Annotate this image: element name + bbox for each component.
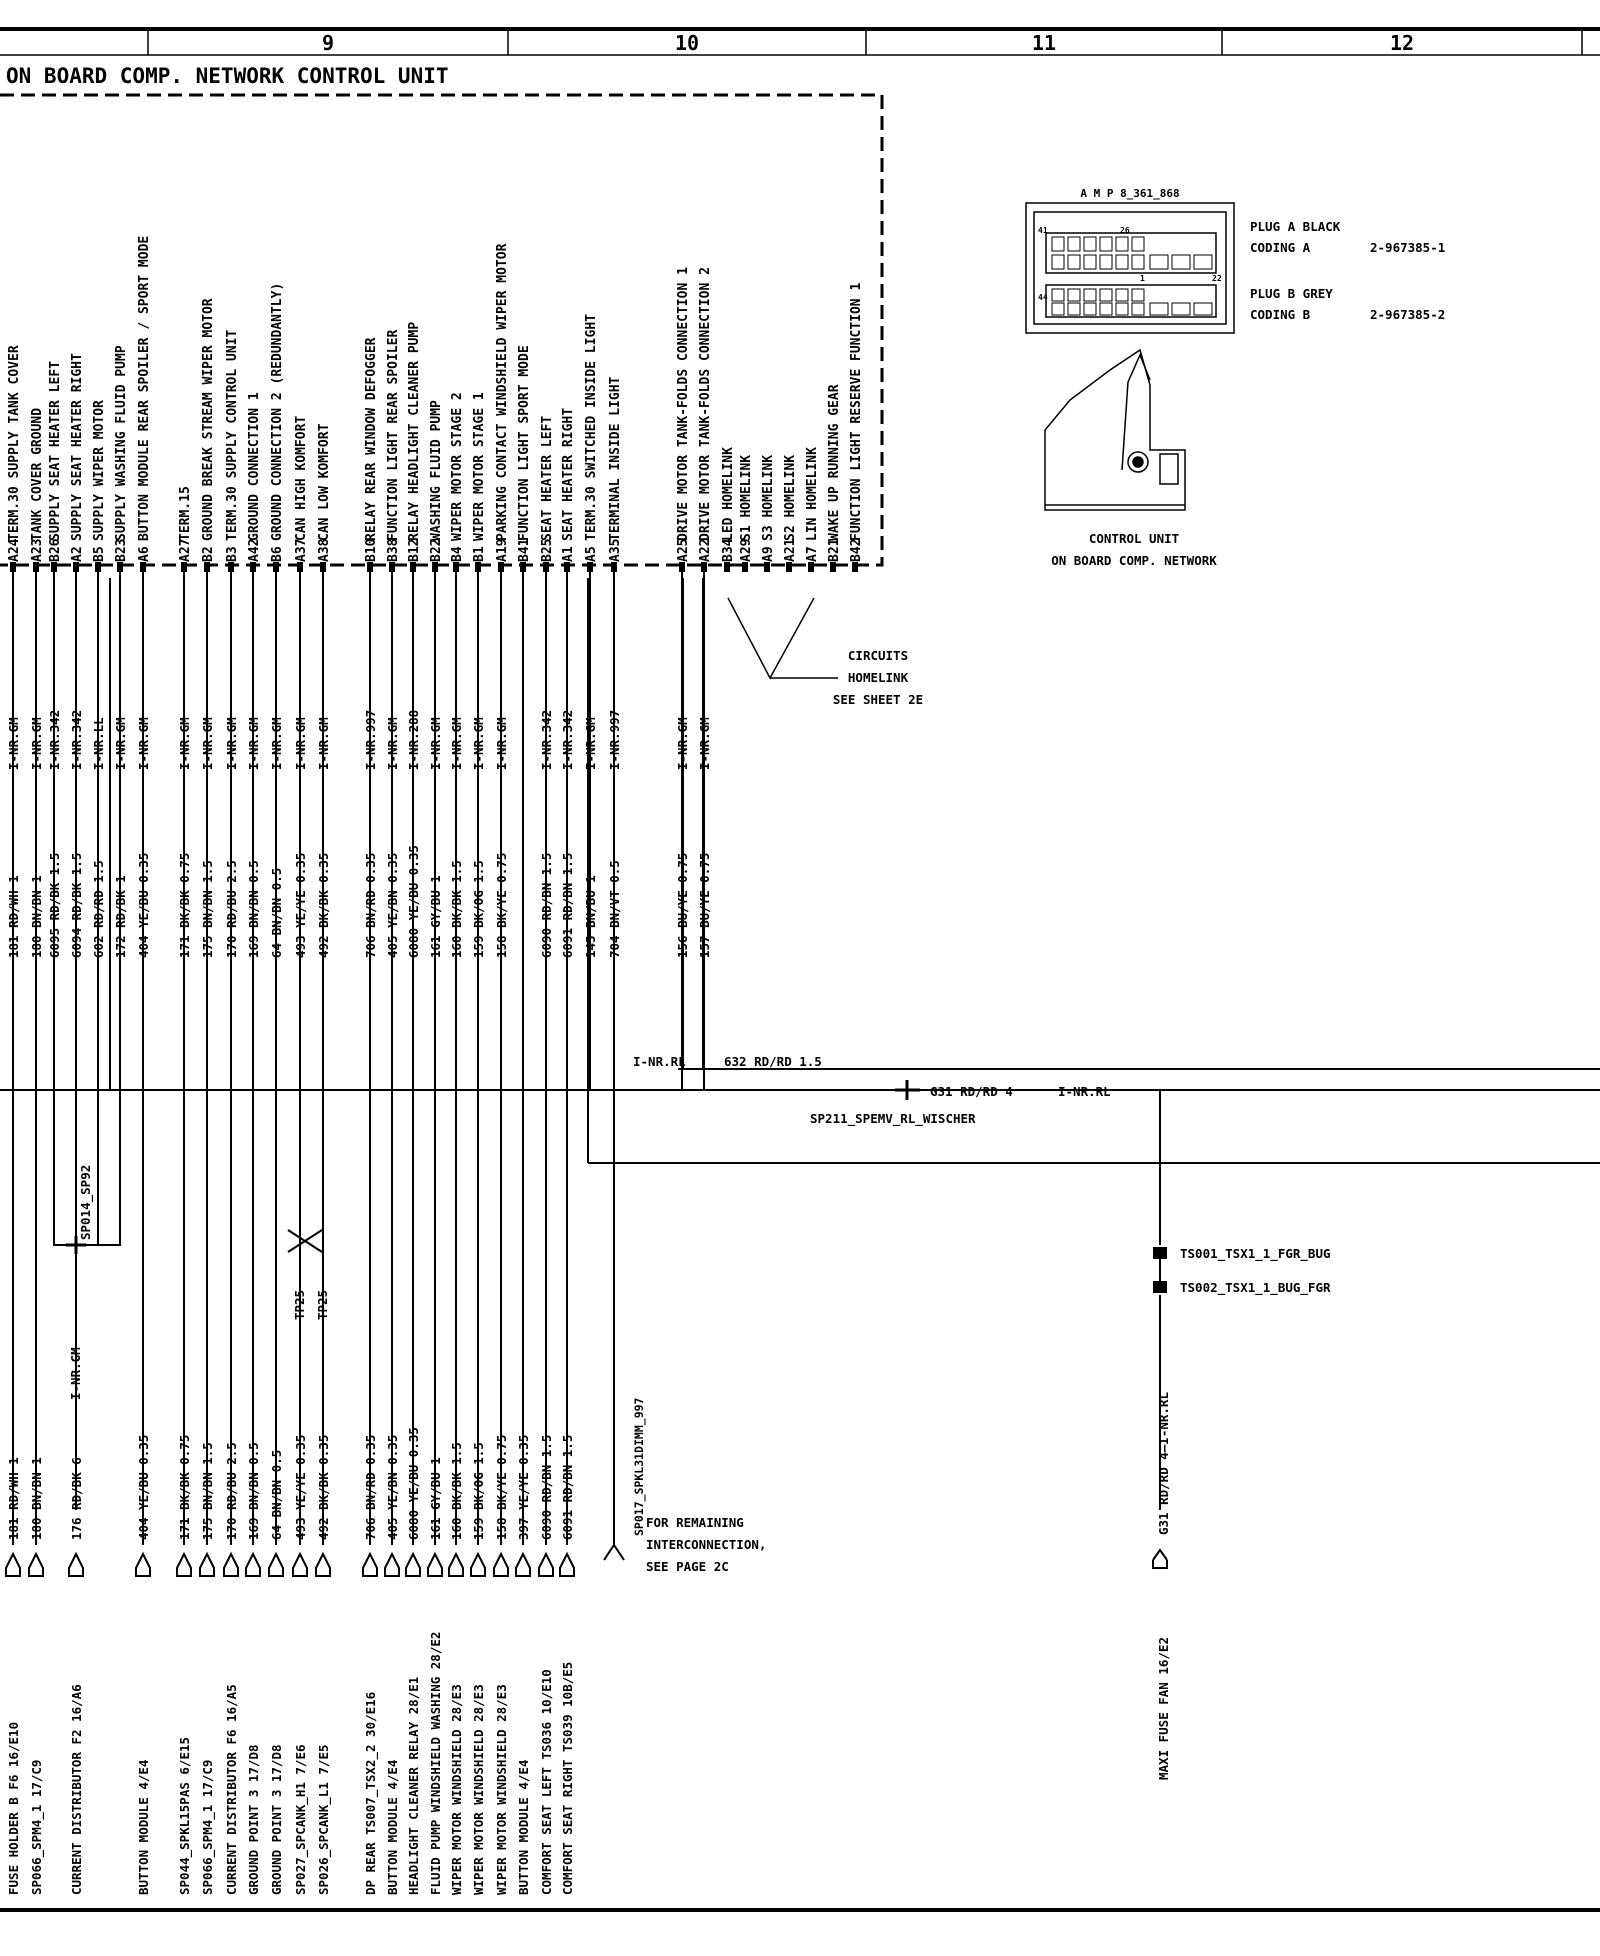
wire-code-label: 157 BU/YE 0.75 xyxy=(697,852,712,958)
wire-mid-label: I-NR.GM xyxy=(449,717,464,770)
column-number: 12 xyxy=(1389,31,1415,55)
wire-code-label: 158 BK/YE 0.75 xyxy=(494,852,509,958)
destination-label: HEADLIGHT CLEANER RELAY 28/E1 xyxy=(406,1676,421,1895)
connector-icon xyxy=(136,1554,150,1576)
annotations xyxy=(68,648,1331,1780)
connector-icon xyxy=(449,1554,463,1576)
wire-code-label: 181 RD/WH 1 xyxy=(6,875,21,958)
wire-code-label: 171 BK/BK 0.75 xyxy=(177,1434,192,1540)
pin-function-label: LED HOMELINK xyxy=(721,447,736,541)
wire-code-label: 169 BN/BN 0.5 xyxy=(246,1442,261,1540)
wire-code-label: 492 BK/BK 0.35 xyxy=(316,852,331,958)
wire-mid-label: I-NR.342 xyxy=(560,709,575,770)
plug-pin-mark: 1 xyxy=(1140,274,1145,283)
wire-mid-label: I-NR.342 xyxy=(69,709,84,770)
wire-mid-label: I-NR.GM xyxy=(177,717,192,770)
pin-id-label: B22 xyxy=(429,538,444,562)
wire-top-labels xyxy=(6,845,712,958)
bus-wire-label: I-NR.RL xyxy=(1058,1084,1111,1099)
wire-code-label: 397 YE/YE 0.35 xyxy=(516,1434,531,1540)
wire-code-label: 160 BK/BK 1.5 xyxy=(449,1442,464,1540)
destination-label: SP066_SPM4_1 17/C9 xyxy=(29,1759,44,1895)
pin-id-label: B6 xyxy=(270,546,285,562)
wire-mid-label: I-NR.GM xyxy=(316,717,331,770)
pin-function-label: TANK COVER GROUND xyxy=(30,407,45,541)
pin-function-label: TERM.30 SWITCHED INSIDE LIGHT xyxy=(584,314,599,541)
pin-function-label: RELAY REAR WINDOW DEFOGGER xyxy=(364,337,379,541)
wire-mid-label: I-NR.GM xyxy=(428,717,443,770)
pin-id-label: B41 xyxy=(517,538,532,562)
plug-caption-1: CONTROL UNIT xyxy=(1088,531,1180,546)
destination-label: FLUID PUMP WINDSHIELD WASHING 28/E2 xyxy=(428,1631,443,1895)
pin-function-label: LIN HOMELINK xyxy=(805,447,820,541)
wire-bottom-labels xyxy=(6,1427,575,1540)
pin-function-label: RELAY HEADLIGHT CLEANER PUMP xyxy=(407,321,422,541)
wire-code-label: 6091 RD/BN 1.5 xyxy=(560,1434,575,1540)
pin-id-label: B10 xyxy=(364,538,379,562)
pin-function-label: SEAT HEATER LEFT xyxy=(540,415,555,541)
plug-pin-mark: 22 xyxy=(1212,274,1222,283)
pin-function-label: WAKE UP RUNNING GEAR xyxy=(827,384,842,541)
bus-wire-label: G31 RD/RD 4 xyxy=(930,1084,1013,1099)
wire-mid-label: I-NR.GM xyxy=(269,717,284,770)
wire-code-label: 159 BK/OG 1.5 xyxy=(471,860,486,958)
wire-code-label: 161 GY/BU 1 xyxy=(428,1457,443,1540)
pin-id-label: B3 xyxy=(225,546,240,562)
remaining-note: SEE PAGE 2C xyxy=(646,1559,729,1574)
pin-function-label: S1 HOMELINK xyxy=(739,454,754,541)
pin-id-label: B12 xyxy=(407,538,422,562)
pin-function-label: GROUND CONNECTION 2 (REDUNDANTLY) xyxy=(270,282,285,541)
destination-label: FUSE HOLDER B F6 16/E10 xyxy=(6,1721,21,1895)
wire-code-label: 6094 RD/BK 1.5 xyxy=(69,852,84,958)
connector-icon xyxy=(293,1554,307,1576)
pin-id-label: A1 xyxy=(561,546,576,562)
pin-id-label: A19 xyxy=(495,538,510,562)
pin-id-label: B23 xyxy=(114,538,129,562)
pin-function-label: CAN HIGH KOMFORT xyxy=(294,415,309,541)
connector-icon xyxy=(269,1554,283,1576)
wire-code-label: 704 BN/VT 0.5 xyxy=(607,860,622,958)
wire-code-label: 172 RD/BK 1 xyxy=(113,875,128,958)
wire-mid-label: I-NR.997 xyxy=(363,709,378,770)
pin-id-label: A5 xyxy=(584,546,599,562)
wire-code-label: 6095 RD/BK 1.5 xyxy=(47,852,62,958)
sp017-branch-symbol xyxy=(604,1545,624,1560)
wire-code-label: 181 RD/WH 1 xyxy=(6,1457,21,1540)
wire-code-label: 170 RD/BU 2.5 xyxy=(224,860,239,958)
pin-id-label: B21 xyxy=(827,538,842,562)
connector-icon xyxy=(516,1554,530,1576)
wire-code-label: 493 YE/YE 0.35 xyxy=(293,1434,308,1540)
pin-function-label: GROUND CONNECTION 1 xyxy=(247,392,262,541)
twisted-pair-marker xyxy=(288,1230,322,1252)
pin-id-label: A9 xyxy=(761,546,776,562)
column-number: 9 xyxy=(321,31,335,55)
column-numbers xyxy=(322,31,1414,55)
wire-code-label: 493 YE/YE 0.35 xyxy=(293,852,308,958)
pin-id-label: B2 xyxy=(201,546,216,562)
circuits-label: CIRCUITS xyxy=(847,648,909,663)
destination-label: GROUND POINT 3 17/D8 xyxy=(269,1744,284,1895)
wire-code-label: 405 YE/BN 0.35 xyxy=(385,1434,400,1540)
column-number: 10 xyxy=(674,31,700,55)
pin-id-label: A6 xyxy=(137,546,152,562)
pin-id-label: A29 xyxy=(739,538,754,562)
wire-code-label: 6090 RD/BN 1.5 xyxy=(539,852,554,958)
wire-lines xyxy=(13,568,704,1545)
wire-code-label: 706 BN/RD 0.35 xyxy=(363,1434,378,1540)
circuits-label: HOMELINK xyxy=(847,670,909,685)
plug-part-number: A M P 8_361_868 xyxy=(1080,187,1180,200)
connector-icon xyxy=(200,1554,214,1576)
pin-function-label: SUPPLY WIPER MOTOR xyxy=(92,400,107,541)
pin-labels xyxy=(7,538,864,562)
pin-id-label: A37 xyxy=(294,538,309,562)
destination-label: SP066_SPM4_1 17/C9 xyxy=(200,1759,215,1895)
connector-icon xyxy=(385,1554,399,1576)
wire-code-label: 492 BK/BK 0.35 xyxy=(316,1434,331,1540)
pin-function-label: BUTTON MODULE REAR SPOILER / SPORT MODE xyxy=(137,235,152,541)
remaining-note: FOR REMAINING xyxy=(646,1515,744,1530)
wire-mid-label: I-NR.GM xyxy=(675,717,690,770)
pin-id-label: B25 xyxy=(540,538,555,562)
pin-function-label: FUNCTION LIGHT RESERVE FUNCTION 1 xyxy=(849,282,864,541)
pin-function-label: WIPER MOTOR STAGE 2 xyxy=(450,392,465,541)
remaining-note: INTERCONNECTION, xyxy=(646,1537,767,1552)
pin-function-label: WIPER MOTOR STAGE 1 xyxy=(472,392,487,541)
wire-code-label: 171 BK/BK 0.75 xyxy=(177,852,192,958)
connector-icon xyxy=(428,1554,442,1576)
coding-b-value: 2-967385-2 xyxy=(1370,307,1446,322)
pin-id-label: B5 xyxy=(92,546,107,562)
wire-code-label: 706 BN/RD 0.35 xyxy=(363,852,378,958)
pin-id-label: A42 xyxy=(247,538,262,562)
pin-function-label: TERM.30 SUPPLY TANK COVER xyxy=(7,345,22,541)
pin-id-label: A25 xyxy=(676,538,691,562)
splice-label: SP014_SP92 xyxy=(78,1164,93,1240)
pin-function-label: S2 HOMELINK xyxy=(783,454,798,541)
plug-diagram xyxy=(1026,203,1234,510)
coding-b-label: CODING B xyxy=(1250,307,1311,322)
wire-mid-label: I-NR.GM xyxy=(29,717,44,770)
wire-code-label: 404 YE/BU 0.35 xyxy=(136,1434,151,1540)
wire-code-label: 64 BN/BN 0.5 xyxy=(269,1449,284,1540)
wire-mid-label: I-NR.GM xyxy=(385,717,400,770)
destination-label: BUTTON MODULE 4/E4 xyxy=(385,1759,400,1895)
destination-label: BUTTON MODULE 4/E4 xyxy=(516,1759,531,1895)
wire-code-label: 6090 RD/BN 1.5 xyxy=(539,1434,554,1540)
pin-id-label: A38 xyxy=(317,538,332,562)
homelink-arrow xyxy=(728,598,838,678)
wire-mid-label: I-NR.GM xyxy=(68,1347,83,1400)
wire-mid-label: I-NR.GM xyxy=(583,717,598,770)
wire-code-label: 169 BN/BN 0.5 xyxy=(246,860,261,958)
circuits-label: SEE SHEET 2E xyxy=(832,692,924,707)
pin-dot xyxy=(830,562,836,572)
connector-icon xyxy=(560,1554,574,1576)
bus-wire-label: 632 RD/RD 1.5 xyxy=(724,1054,822,1069)
destination-label: CURRENT DISTRIBUTOR F6 16/A5 xyxy=(224,1684,239,1895)
wire-code-label: 404 YE/BU 0.35 xyxy=(136,852,151,958)
pin-function-label: CAN LOW KOMFORT xyxy=(317,423,332,541)
wire-mid-label: I-NR.LL xyxy=(91,717,106,770)
wire-code-label: 170 RD/BU 2.5 xyxy=(224,1442,239,1540)
pin-function-label: DRIVE MOTOR TANK-FOLDS CONNECTION 2 xyxy=(698,267,713,541)
destination-labels xyxy=(6,1632,575,1895)
wire-code-label: 175 BN/BN 1.5 xyxy=(200,1442,215,1540)
destination-label: SP044_SPKL15PAS 6/E15 xyxy=(177,1736,192,1895)
pin-id-label: B42 xyxy=(849,538,864,562)
pin-function-label: WASHING FLUID PUMP xyxy=(429,400,444,541)
plug-pin-mark: 26 xyxy=(1120,226,1130,235)
wire-mid-label: I-NR.GM xyxy=(293,717,308,770)
sheet-frame xyxy=(0,29,1600,1910)
pin-function-label: SEAT HEATER RIGHT xyxy=(561,407,576,541)
plug-pin-mark: 41 xyxy=(1038,226,1048,235)
destination-label: BUTTON MODULE 4/E4 xyxy=(136,1759,151,1895)
pin-id-label: A23 xyxy=(30,538,45,562)
g31-vertical-label: G31 RD/RD 4—I-NR.RL xyxy=(1156,1392,1171,1535)
pin-function-label: TERM.15 xyxy=(178,486,193,541)
plug-caption-2: ON BOARD COMP. NETWORK xyxy=(1051,553,1217,568)
pin-function-label: DRIVE MOTOR TANK-FOLDS CONNECTION 1 xyxy=(676,267,691,541)
column-number: 11 xyxy=(1031,31,1057,55)
connector-icon xyxy=(246,1554,260,1576)
pin-id-label: A2 xyxy=(70,546,85,562)
unit-title: ON BOARD COMP. NETWORK CONTROL UNIT xyxy=(6,64,449,88)
pin-dot xyxy=(764,562,770,572)
destination-label: GROUND POINT 3 17/D8 xyxy=(246,1744,261,1895)
pin-function-label: FUNCTION LIGHT SPORT MODE xyxy=(517,345,532,541)
pin-id-label: A22 xyxy=(698,538,713,562)
pin-function-label: SUPPLY WASHING FLUID PUMP xyxy=(114,345,129,541)
plug-pin-mark: 44 xyxy=(1038,293,1048,302)
destination-label: DP REAR TS007_TSX2_2 30/E16 xyxy=(363,1691,378,1895)
pin-dot xyxy=(742,562,748,572)
destination-label: COMFORT SEAT RIGHT TS039 10B/E5 xyxy=(560,1661,575,1895)
connector-icon xyxy=(363,1554,377,1576)
wire-code-label: 6080 YE/BU 0.35 xyxy=(406,1427,421,1540)
wire-mid-label: I-NR.342 xyxy=(47,709,62,770)
connector-icon xyxy=(224,1554,238,1576)
pin-id-label: B38 xyxy=(386,538,401,562)
connector-icon xyxy=(494,1554,508,1576)
pin-function-label: TERM.30 SUPPLY CONTROL UNIT xyxy=(225,329,240,541)
wire-code-label: 156 BU/YE 0.75 xyxy=(675,852,690,958)
wire-mid-label: I-NR.GM xyxy=(471,717,486,770)
plug-b-label: PLUG B GREY xyxy=(1250,286,1333,301)
connector-icon xyxy=(69,1554,83,1576)
pin-id-label: A24 xyxy=(7,538,22,562)
plug-a-label: PLUG A BLACK xyxy=(1250,219,1341,234)
connector-icon xyxy=(29,1554,43,1576)
wire-code-label: 180 BN/BN 1 xyxy=(29,875,44,958)
connector-icon xyxy=(316,1554,330,1576)
splice-markers xyxy=(66,1080,920,1254)
connector-icon xyxy=(6,1554,20,1576)
destination-label: COMFORT SEAT LEFT TS036 10/E10 xyxy=(539,1669,554,1895)
pin-function-label: SUPPLY SEAT HEATER LEFT xyxy=(48,360,63,541)
wire-code-label: 176 RD/BK 6 xyxy=(69,1457,84,1540)
wire-code-label: 159 BK/OG 1.5 xyxy=(471,1442,486,1540)
wire-code-label: 602 RD/RD 1.5 xyxy=(91,860,106,958)
wire-mid-label: I-NR.342 xyxy=(539,709,554,770)
wire-code-label: 158 BK/YE 0.75 xyxy=(494,1434,509,1540)
pin-id-label: A35 xyxy=(608,538,623,562)
connector-icon xyxy=(406,1554,420,1576)
wire-mid-label: I-NR.GM xyxy=(697,717,712,770)
splice-label: SP211_SPEMV_RL_WISCHER xyxy=(810,1111,976,1126)
ts002-label: TS002_TSX1_1_BUG_FGR xyxy=(1180,1280,1331,1295)
wire-code-label: 6091 RD/BN 1.5 xyxy=(560,852,575,958)
pin-function-label: FUNCTION LIGHT REAR SPOILER xyxy=(386,329,401,541)
destination-label: SP026_SPCANK_L1 7/E5 xyxy=(316,1744,331,1895)
destination-label: WIPER MOTOR WINDSHIELD 28/E3 xyxy=(449,1684,464,1895)
coding-a-value: 2-967385-1 xyxy=(1370,240,1446,255)
pin-id-label: A21 xyxy=(783,538,798,562)
function-labels xyxy=(7,236,864,541)
wire-mid-labels xyxy=(6,710,712,770)
pin-id-label: B26 xyxy=(48,538,63,562)
connector-icon xyxy=(471,1554,485,1576)
pin-id-label: A27 xyxy=(178,538,193,562)
wire-mid-label: I-NR.GM xyxy=(494,717,509,770)
twisted-pair-label: TP25 xyxy=(292,1289,307,1320)
wire-mid-label: I-NR.GM xyxy=(246,717,261,770)
wire-code-label: 64 BN/BN 0.5 xyxy=(269,867,284,958)
pin-id-label: B34 xyxy=(721,538,736,562)
pin-id-label: B4 xyxy=(450,546,465,562)
splice-label: SP017_SPKL31DIMM_997 xyxy=(632,1397,646,1536)
destination-label: SP027_SPCANK_H1 7/E6 xyxy=(293,1744,308,1895)
pin-function-label: PARKING CONTACT WINDSHIELD WIPER MOTOR xyxy=(495,243,510,541)
pin-id-label: B1 xyxy=(472,546,487,562)
wire-mid-label: I-NR.288 xyxy=(406,709,421,770)
pin-function-label: S3 HOMELINK xyxy=(761,454,776,541)
pin-id-label: A7 xyxy=(805,546,820,562)
maxi-fuse-connector xyxy=(1153,1550,1167,1568)
destination-label: WIPER MOTOR WINDSHIELD 28/E3 xyxy=(471,1684,486,1895)
maxi-fuse-label: MAXI FUSE FAN 16/E2 xyxy=(1156,1637,1171,1780)
pin-function-label: TERMINAL INSIDE LIGHT xyxy=(608,376,623,541)
wire-code-label: 175 BN/BN 1.5 xyxy=(200,860,215,958)
pin-dot xyxy=(852,562,858,572)
connector-symbols xyxy=(6,1554,574,1576)
wire-mid-label: I-NR.GM xyxy=(136,717,151,770)
pin-dot xyxy=(786,562,792,572)
coding-a-label: CODING A xyxy=(1250,240,1311,255)
wire-mid-label: I-NR.GM xyxy=(224,717,239,770)
wire-code-label: 160 BK/BK 1.5 xyxy=(449,860,464,958)
pin-dot xyxy=(724,562,730,572)
destination-label: WIPER MOTOR WINDSHIELD 28/E3 xyxy=(494,1684,509,1895)
ts-connector-icon xyxy=(1154,1248,1166,1292)
destination-label: CURRENT DISTRIBUTOR F2 16/A6 xyxy=(69,1684,84,1895)
wire-code-label: 161 GY/BU 1 xyxy=(428,875,443,958)
wire-code-label: 405 YE/BN 0.35 xyxy=(385,852,400,958)
connector-icon xyxy=(539,1554,553,1576)
wire-code-label: 145 BN/BU 1 xyxy=(583,875,598,958)
wire-mid-label: I-NR.GM xyxy=(6,717,21,770)
pin-dot xyxy=(808,562,814,572)
wire-mid-label: I-NR.997 xyxy=(607,709,622,770)
pin-function-label: GROUND BREAK STREAM WIPER MOTOR xyxy=(201,298,216,541)
connector-icon xyxy=(177,1554,191,1576)
wire-mid-label: I-NR.GM xyxy=(200,717,215,770)
wire-mid-label: I-NR.GM xyxy=(113,717,128,770)
pin-function-label: SUPPLY SEAT HEATER RIGHT xyxy=(70,353,85,541)
bus-wire-label: I-NR.RL xyxy=(633,1054,686,1069)
ts001-label: TS001_TSX1_1_FGR_BUG xyxy=(1180,1246,1331,1261)
wire-code-label: 6080 YE/BU 0.35 xyxy=(406,845,421,958)
twisted-pair-label: TP25 xyxy=(315,1289,330,1320)
wire-code-label: 180 BN/BN 1 xyxy=(29,1457,44,1540)
